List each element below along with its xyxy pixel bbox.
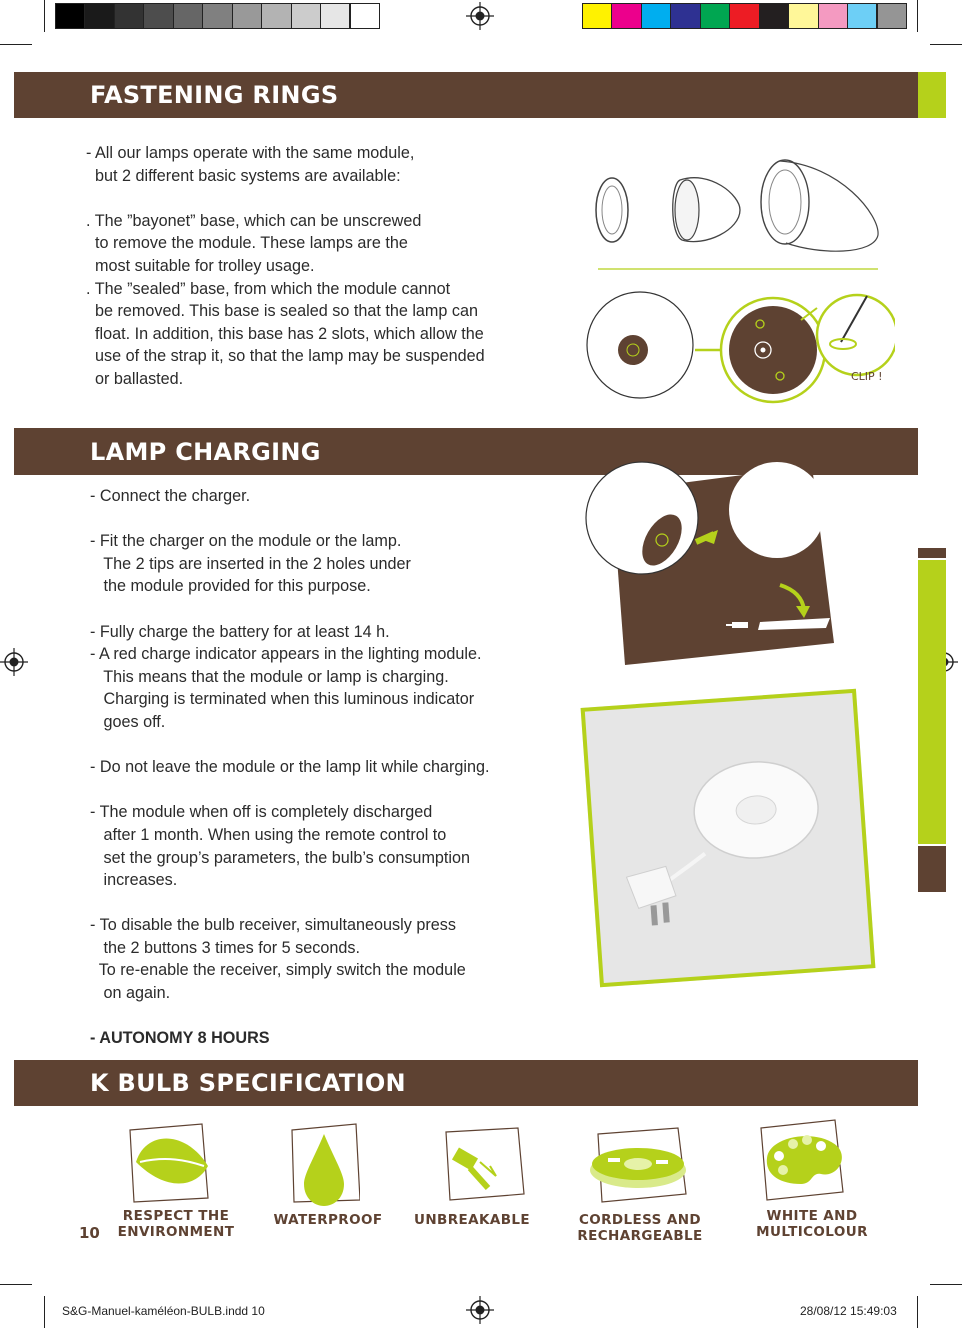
palette-icon xyxy=(757,1118,847,1204)
text-line xyxy=(90,1005,490,1028)
color-swatch xyxy=(350,3,380,29)
text-line: The 2 tips are inserted in the 2 holes under xyxy=(90,554,411,573)
icon-label-cordless: CORDLESS AND RECHARGEABLE xyxy=(577,1212,703,1244)
icon-label-waterproof: WATERPROOF xyxy=(273,1212,383,1228)
text-line: on again. xyxy=(90,984,171,1003)
charging-paragraph xyxy=(90,485,490,1050)
text-line: - AUTONOMY 8 HOURS xyxy=(90,1029,270,1048)
color-calibration-bar xyxy=(582,0,906,32)
text-line: - Fit the charger on the module or the lamp. xyxy=(90,532,402,551)
text-line: - Connect the charger. xyxy=(90,487,251,505)
section-header-band xyxy=(14,1060,918,1106)
registration-mark-icon xyxy=(466,2,494,30)
side-tab-brown xyxy=(918,548,946,558)
section-header-band xyxy=(14,72,918,118)
text-line: goes off. xyxy=(90,712,166,731)
text-line: increases. xyxy=(90,871,178,890)
photo-content xyxy=(585,693,871,983)
text-line: most suitable for trolley usage. xyxy=(86,256,315,275)
text-line xyxy=(90,734,490,757)
registration-mark-icon xyxy=(466,1296,494,1324)
icon-label-multicolour: WHITE AND MULTICOLOUR xyxy=(756,1208,868,1240)
text-line: . The ”bayonet” base, which can be unscrewed xyxy=(86,211,422,230)
text-line: set the group’s parameters, the bulb’s consumption xyxy=(90,848,471,867)
color-swatch xyxy=(611,3,641,29)
text-line: float. In addition, this base has 2 slots, which allow the xyxy=(86,324,484,343)
clip-label: CLIP ! xyxy=(851,370,883,383)
crop-mark xyxy=(930,1284,962,1285)
color-swatch xyxy=(291,3,321,29)
text-line: after 1 month. When using the remote control to xyxy=(90,825,447,844)
color-swatch xyxy=(759,3,789,29)
section-title: K BULB SPECIFICATION xyxy=(90,1069,406,1097)
leaf-icon xyxy=(126,1122,214,1208)
footer-filename: S&G-Manuel-kaméléon-BULB.indd 10 xyxy=(62,1304,265,1318)
text-line: to remove the module. These lamps are the xyxy=(86,234,408,253)
section-title: LAMP CHARGING xyxy=(90,438,321,466)
color-swatch xyxy=(143,3,173,29)
charger-photo xyxy=(581,689,876,988)
text-line: Charging is terminated when this luminous indicator xyxy=(90,690,475,709)
crop-mark xyxy=(930,44,962,45)
color-swatch xyxy=(670,3,700,29)
text-line: - A red charge indicator appears in the lighting module. xyxy=(90,645,482,664)
color-swatch xyxy=(55,3,85,29)
text-line: use of the strap it, so that the lamp may be suspended xyxy=(86,347,485,366)
side-tab-green xyxy=(918,72,946,118)
text-line: or ballasted. xyxy=(86,369,184,388)
crop-mark xyxy=(44,0,45,32)
fastening-paragraph xyxy=(86,142,485,391)
icon-label-unbreakable: UNBREAKABLE xyxy=(413,1212,531,1228)
text-line: be removed. This base is sealed so that the lamp can xyxy=(86,302,479,321)
color-swatch xyxy=(847,3,877,29)
text-line: but 2 different basic systems are available: xyxy=(86,166,401,185)
color-swatch xyxy=(261,3,291,29)
hammer-icon xyxy=(444,1126,526,1206)
color-swatch xyxy=(788,3,818,29)
crop-mark xyxy=(0,1284,32,1285)
text-line: - All our lamps operate with the same module, xyxy=(86,144,415,162)
color-swatch xyxy=(582,3,612,29)
text-line: the 2 buttons 3 times for 5 seconds. xyxy=(90,938,360,957)
registration-mark-icon xyxy=(0,648,28,676)
text-line: - Fully charge the battery for at least 14 h. xyxy=(90,622,390,641)
text-line: This means that the module or lamp is charging. xyxy=(90,667,449,686)
text-line xyxy=(90,892,490,915)
color-swatch xyxy=(202,3,232,29)
text-line xyxy=(90,779,490,802)
color-swatch xyxy=(232,3,262,29)
text-line: To re-enable the receiver, simply switch the module xyxy=(90,961,466,980)
footer-timestamp: 28/08/12 15:49:03 xyxy=(800,1304,897,1318)
color-swatch xyxy=(114,3,144,29)
crop-mark xyxy=(44,1296,45,1328)
text-line: - To disable the bulb receiver, simultaneously press xyxy=(90,916,456,935)
side-tab-brown xyxy=(918,846,946,892)
crop-mark xyxy=(917,0,918,32)
base-clip-illustration xyxy=(585,290,895,405)
charger-illustration xyxy=(580,460,840,675)
section-title: FASTENING RINGS xyxy=(90,81,339,109)
crop-mark xyxy=(0,44,32,45)
text-line xyxy=(90,598,490,621)
text-line xyxy=(90,508,490,531)
color-swatch xyxy=(700,3,730,29)
color-swatch xyxy=(84,3,114,29)
lamp-parts-illustration xyxy=(590,155,890,275)
color-swatch xyxy=(729,3,759,29)
color-swatch xyxy=(818,3,848,29)
side-tab-green xyxy=(918,560,946,844)
gray-calibration-bar xyxy=(55,0,379,32)
color-swatch xyxy=(877,3,907,29)
icon-label-environment: RESPECT THE ENVIRONMENT xyxy=(117,1208,235,1240)
module-icon xyxy=(588,1124,692,1208)
color-swatch xyxy=(641,3,671,29)
drop-icon xyxy=(290,1122,360,1208)
color-swatch xyxy=(320,3,350,29)
text-line: - Do not leave the module or the lamp lit while charging. xyxy=(90,758,490,777)
text-line: the module provided for this purpose. xyxy=(90,577,371,596)
text-line: - The module when off is completely discharged xyxy=(90,803,433,822)
text-line xyxy=(86,187,485,210)
text-line: . The ”sealed” base, from which the module cannot xyxy=(86,279,451,298)
crop-mark xyxy=(917,1296,918,1328)
color-swatch xyxy=(173,3,203,29)
page-number: 10 xyxy=(79,1224,100,1242)
